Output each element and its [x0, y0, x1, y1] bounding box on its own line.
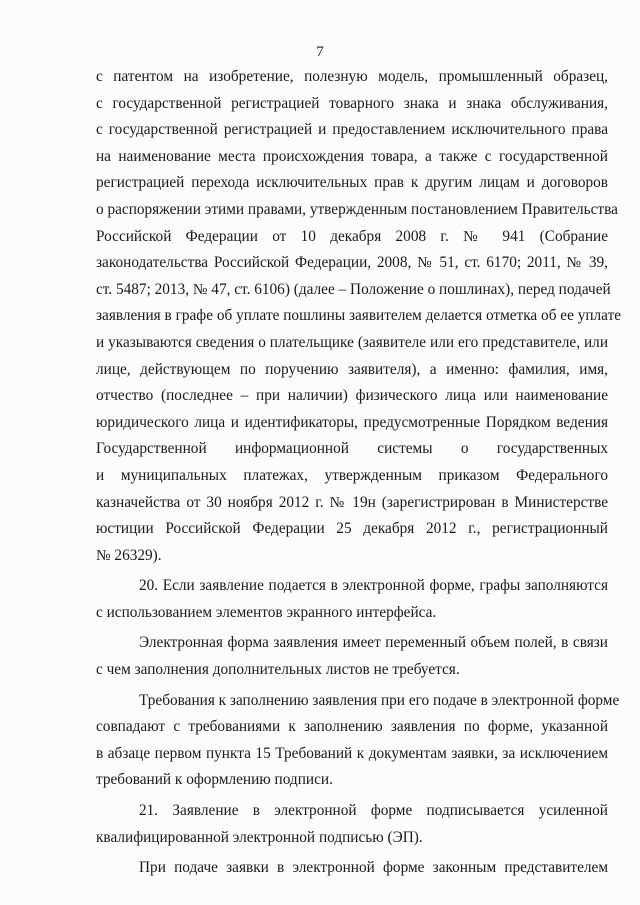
text-line: с использованием элементов экранного интерфейса.: [96, 603, 437, 621]
text-line: с патентом на изобретение, полезную модель, промышленный образец,: [96, 68, 608, 85]
paragraph: [96, 688, 620, 794]
text-line: № 26329).: [96, 546, 162, 564]
text-line: совпадают с требованиями к заполнению заявления по форме, указанной: [96, 718, 608, 736]
text-line: Государственной информационной системы о государственных: [96, 440, 608, 458]
text-line: законодательства Российской Федерации, 2008, № 51, ст. 6170; 2011, № 39,: [96, 254, 608, 272]
text-line: Электронная форма заявления имеет переменный объем полей, в связи: [139, 634, 608, 652]
text-line: Российской Федерации от 10 декабря 2008 г. № 941 (Собрание: [96, 227, 608, 245]
page-number: 7: [316, 44, 324, 60]
paragraph: [96, 630, 608, 683]
text-line: казначейства от 30 ноября 2012 г. № 19н (зарегистрирован в Министерстве: [96, 493, 608, 511]
text-line: требований к оформлению подписи.: [96, 771, 333, 789]
text-line: и муниципальных платежах, утвержденным приказом Федерального: [96, 466, 608, 484]
text-line: лице, действующем по поручению заявителя), а именно: фамилия, имя,: [96, 360, 608, 378]
text-line: о распоряжении этими правами, утвержденным постановлением Правительства: [96, 200, 618, 218]
text-line: и указываются сведения о плательщике (заявителе или его представителе, или: [96, 333, 608, 351]
text-line: квалифицированной электронной подписью (ЭП).: [96, 828, 423, 846]
text-line: 21. Заявление в электронной форме подписывается усиленной: [139, 802, 608, 820]
text-line: юридического лица и идентификаторы, предусмотренные Порядком ведения: [96, 413, 608, 431]
text-line: регистрацией перехода исключительных прав к другим лицам и договоров: [96, 174, 608, 192]
text-line: Требования к заполнению заявления при его подаче в электронной форме: [139, 691, 620, 709]
paragraph: [96, 64, 622, 569]
paragraph: [96, 798, 608, 851]
text-line: При подаче заявки в электронной форме законным представителем: [139, 859, 608, 877]
text-line: юстиции Российской Федерации 25 декабря 2012 г., регистрационный: [96, 520, 608, 538]
text-line: ст. 5487; 2013, № 47, ст. 6106) (далее – Положение о пошлинах), перед подачей: [96, 280, 611, 298]
text-line: 20. Если заявление подается в электронной форме, графы заполняются: [139, 577, 608, 595]
text-line: заявления в графе об уплате пошлины заявителем делается отметка об ее уплате: [96, 307, 622, 325]
text-line: на наименование места происхождения товара, а также с государственной: [96, 147, 608, 165]
paragraph: [96, 855, 608, 882]
paragraph: [96, 573, 608, 626]
text-line: отчество (последнее – при наличии) физического лица или наименование: [96, 387, 608, 405]
text-line: в абзаце первом пункта 15 Требований к документам заявки, за исключением: [96, 744, 608, 762]
text-line: с чем заполнения дополнительных листов не требуется.: [96, 661, 460, 679]
text-line: с государственной регистрацией товарного знака и знака обслуживания,: [96, 94, 608, 112]
text-line: с государственной регистрацией и предоставлением исключительного права: [96, 121, 608, 139]
body-text: [96, 64, 622, 882]
